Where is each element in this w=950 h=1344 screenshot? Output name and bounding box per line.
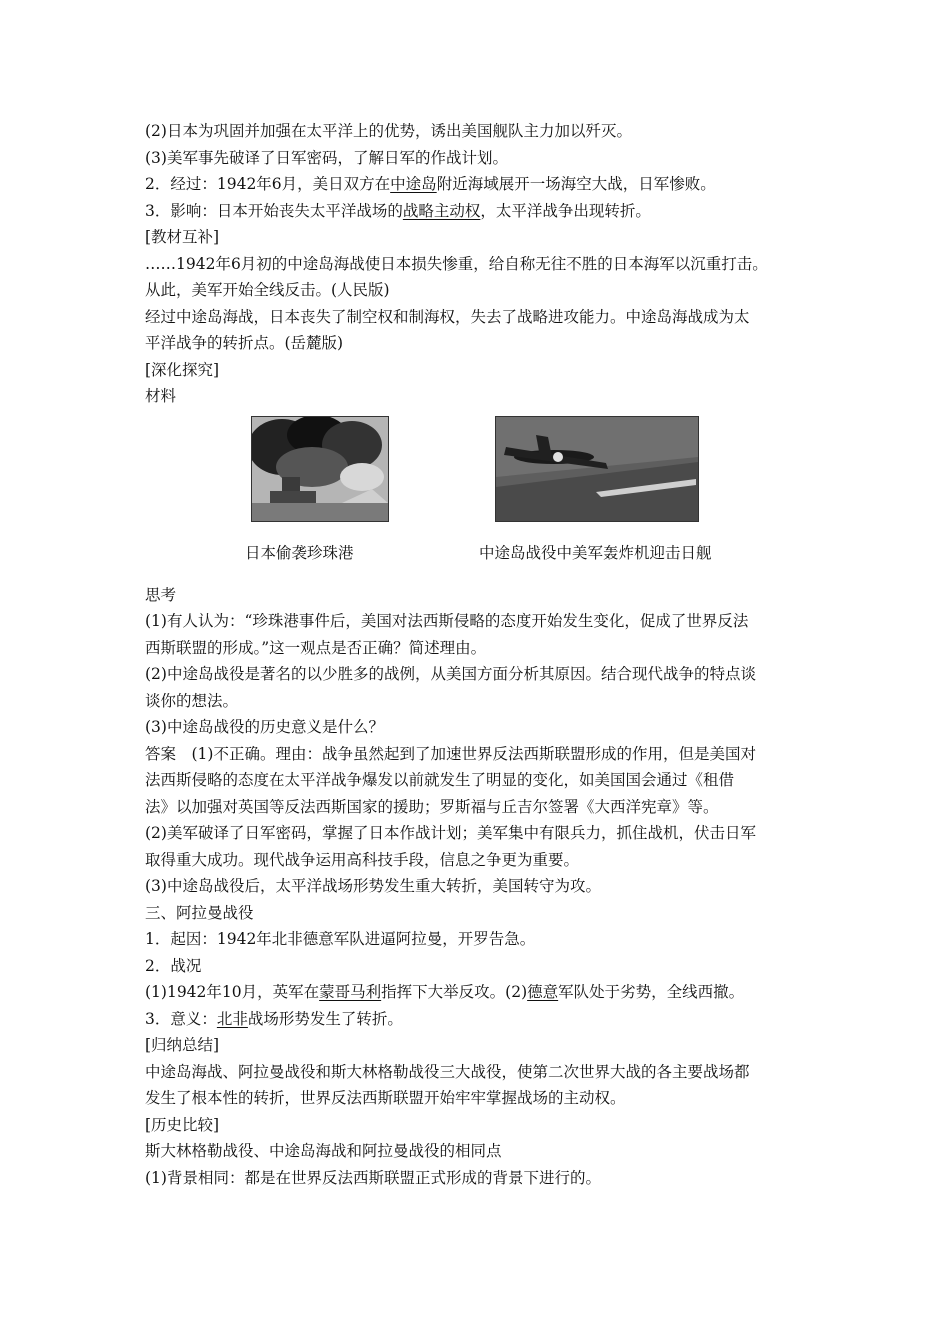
answer-line: 法》以加强对英国等反法西斯国家的援助；罗斯福与丘吉尔签署《大西洋宪章》等。 (145, 797, 719, 816)
text-line: 斯大林格勒战役、中途岛海战和阿拉曼战役的相同点 (145, 1142, 502, 1160)
text-line: (1)背景相同：都是在世界反法西斯联盟正式形成的背景下进行的。 (145, 1168, 601, 1187)
text-line: (1)有人认为：“珍珠港事件后，美国对法西斯侵略的态度开始发生变化，促成了世界反法 (145, 612, 749, 630)
section-label: [历史比较] (145, 1115, 220, 1134)
text-line: 中途岛海战、阿拉曼战役和斯大林格勒战役三大战役，使第二次世界大战的各主要战场都 (145, 1062, 750, 1081)
section-heading: 三、阿拉曼战役 (145, 903, 254, 922)
underlined-term: 战略主动权 (402, 201, 481, 220)
section-label: [归纳总结] (145, 1036, 220, 1054)
underlined-term: 蒙哥马利 (319, 983, 382, 1001)
section-label: [深化探究] (145, 360, 220, 379)
text-line: 从此，美军开始全线反击。(人民版) (145, 281, 390, 299)
figure-caption: 中途岛战役中美军轰炸机迎击日舰 (479, 543, 712, 562)
text-line: (2)中途岛战役是著名的以少胜多的战例，从美国方面分析其原因。结合现代战争的特点谈 (145, 665, 756, 683)
text-line: 材料 (145, 387, 177, 405)
text-line-battle: (1)1942年10月，英军在蒙哥马利指挥下大举反攻。(2)德意军队处于劣势，全线西撤。 (145, 983, 745, 1001)
text-line: ……1942年6月初的中途岛海战使日本损失惨重，给自称无往不胜的日本海军以沉重打击。 (145, 254, 768, 273)
underlined-term: 中途岛 (390, 175, 437, 193)
text-line-impact: 3．影响：日本开始丧失太平洋战场的战略主动权，太平洋战争出现转折。 (145, 201, 651, 220)
answer-line: (2)美军破译了日军密码，掌握了日本作战计划；美军集中有限兵力，抓住战机，伏击日军 (145, 824, 756, 842)
text-line: (3)美军事先破译了日军密码，了解日军的作战计划。 (145, 148, 508, 167)
midway-bomber-photo (495, 416, 699, 522)
underlined-term: 德意 (527, 983, 559, 1001)
text-line-significance: 3．意义：北非战场形势发生了转折。 (145, 1009, 403, 1028)
text-line: 西斯联盟的形成。”这一观点是否正确？简述理由。 (145, 638, 487, 657)
underlined-term: 北非 (216, 1009, 248, 1028)
text-line-course: 2．经过：1942年6月，美日双方在中途岛附近海域展开一场海空大战，日军惨败。 (145, 175, 716, 193)
text-line: (3)中途岛战役的历史意义是什么？ (145, 718, 384, 736)
document-page (145, 118, 815, 1191)
section-label: [教材互补] (145, 228, 220, 246)
text-line: 1．起因：1942年北非德意军队进逼阿拉曼，开罗告急。 (145, 930, 536, 948)
text-line: 发生了根本性的转折，世界反法西斯联盟开始牢牢掌握战场的主动权。 (145, 1089, 626, 1107)
section-label: 思考 (145, 585, 177, 604)
answer-line: (3)中途岛战役后，太平洋战场形势发生重大转折，美国转守为攻。 (145, 877, 601, 895)
text-line: 平洋战争的转折点。(岳麓版) (145, 334, 344, 352)
answer-line: 答案 (1)不正确。理由：战争虽然起到了加速世界反法西斯联盟形成的作用，但是美国对 (145, 744, 756, 763)
answer-line: 取得重大成功。现代战争运用高科技手段，信息之争更为重要。 (145, 850, 580, 869)
text-line: 2．战况 (145, 956, 202, 975)
answer-line: 法西斯侵略的态度在太平洋战争爆发以前就发生了明显的变化，如美国国会通过《租借 (145, 771, 735, 789)
figure-row (145, 410, 815, 582)
text-line: 谈你的想法。 (145, 691, 239, 710)
pearl-harbor-photo (251, 416, 389, 522)
text-line: 经过中途岛海战，日本丧失了制空权和制海权，失去了战略进攻能力。中途岛海战成为太 (145, 307, 750, 326)
figure-caption: 日本偷袭珍珠港 (245, 543, 354, 562)
text-line: (2)日本为巩固并加强在太平洋上的优势，诱出美国舰队主力加以歼灭。 (145, 122, 632, 140)
